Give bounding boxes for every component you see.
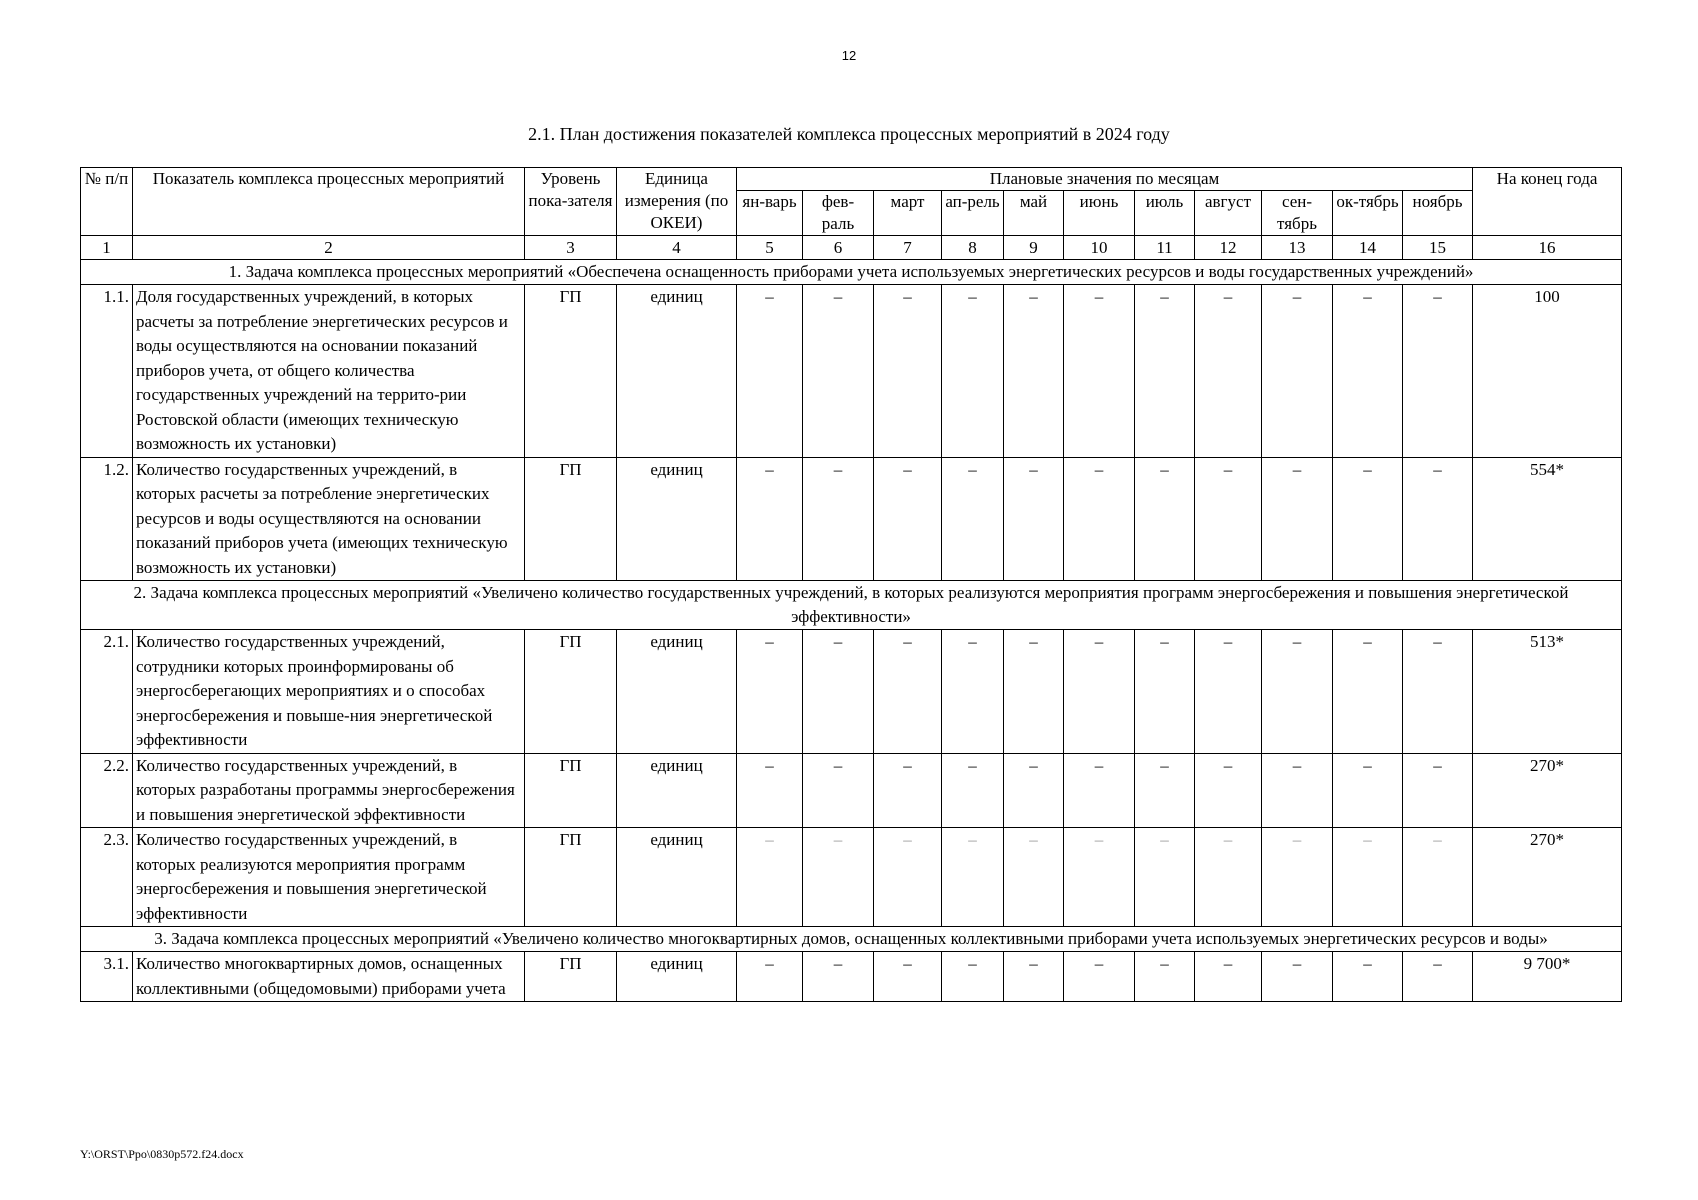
row-unit: единиц — [617, 753, 737, 828]
header-month: август — [1195, 191, 1262, 236]
row-month-value: – — [1004, 952, 1064, 1002]
header-month: ап-рель — [942, 191, 1004, 236]
row-month-value: – — [1262, 753, 1333, 828]
row-month-value: – — [737, 952, 803, 1002]
row-unit: единиц — [617, 952, 737, 1002]
row-month-value: – — [874, 828, 942, 927]
header-month: ян-варь — [737, 191, 803, 236]
row-month-value: – — [803, 285, 874, 458]
row-year-end: 9 700* — [1473, 952, 1622, 1002]
row-year-end: 554* — [1473, 457, 1622, 581]
row-month-value: – — [1403, 952, 1473, 1002]
row-number: 2.3. — [81, 828, 133, 927]
table-row — [81, 828, 1622, 927]
row-month-value: – — [803, 828, 874, 927]
row-month-value: – — [1195, 828, 1262, 927]
row-month-value: – — [1135, 952, 1195, 1002]
row-month-value: – — [874, 285, 942, 458]
row-month-value: – — [1403, 630, 1473, 754]
header-indicator: Показатель комплекса процессных мероприятий — [133, 168, 525, 236]
row-month-value: – — [803, 630, 874, 754]
row-month-value: – — [737, 630, 803, 754]
row-level: ГП — [525, 457, 617, 581]
row-month-value: – — [1195, 285, 1262, 458]
row-month-value: – — [874, 457, 942, 581]
row-month-value: – — [1403, 457, 1473, 581]
row-month-value: – — [1333, 753, 1403, 828]
row-month-value: – — [1195, 630, 1262, 754]
task-row — [81, 260, 1622, 285]
row-month-value: – — [1004, 285, 1064, 458]
task-row — [81, 927, 1622, 952]
header-month: сен-тябрь — [1262, 191, 1333, 236]
row-indicator: Количество государственных учреждений, в которых реализуются мероприятия программ энергосбережения и повышения энергетической эффективности — [133, 828, 525, 927]
row-month-value: – — [1262, 952, 1333, 1002]
header-month: ноябрь — [1403, 191, 1473, 236]
document-title: 2.1. План достижения показателей комплекса процессных мероприятий в 2024 году — [528, 124, 1170, 144]
row-month-value: – — [874, 753, 942, 828]
row-month-value: – — [1135, 753, 1195, 828]
row-month-value: – — [1064, 753, 1135, 828]
header-level: Уровень пока-зателя — [525, 168, 617, 236]
row-month-value: – — [1195, 952, 1262, 1002]
page-number: 12 — [841, 48, 857, 63]
row-month-value: – — [1004, 753, 1064, 828]
row-year-end: 270* — [1473, 828, 1622, 927]
table-row — [81, 457, 1622, 581]
row-month-value: – — [1333, 828, 1403, 927]
row-month-value: – — [942, 828, 1004, 927]
table-row — [81, 952, 1622, 1002]
header-unit: Единица измерения (по ОКЕИ) — [617, 168, 737, 236]
row-level: ГП — [525, 952, 617, 1002]
row-month-value: – — [1135, 457, 1195, 581]
row-unit: единиц — [617, 630, 737, 754]
row-month-value: – — [1195, 753, 1262, 828]
row-month-value: – — [737, 828, 803, 927]
column-number: 10 — [1064, 236, 1135, 260]
row-month-value: – — [1064, 630, 1135, 754]
column-number: 8 — [942, 236, 1004, 260]
row-indicator: Количество государственных учреждений, сотрудники которых проинформированы об энергосберегающих мероприятиях и о способах энергосбережения и повыше-ния энергетической эффективности — [133, 630, 525, 754]
row-indicator: Количество многоквартирных домов, оснащенных коллективными (общедомовыми) приборами учета — [133, 952, 525, 1002]
column-number: 12 — [1195, 236, 1262, 260]
column-number: 3 — [525, 236, 617, 260]
table-row — [81, 753, 1622, 828]
row-year-end: 270* — [1473, 753, 1622, 828]
table-row — [81, 285, 1622, 458]
row-month-value: – — [1403, 285, 1473, 458]
row-indicator: Количество государственных учреждений, в которых расчеты за потребление энергетических ресурсов и воды осуществляются на основании показаний приборов учета (имеющих техническую возможность их установки) — [133, 457, 525, 581]
header-month: ок-тябрь — [1333, 191, 1403, 236]
row-month-value: – — [942, 753, 1004, 828]
column-number: 14 — [1333, 236, 1403, 260]
row-unit: единиц — [617, 285, 737, 458]
column-number: 13 — [1262, 236, 1333, 260]
row-month-value: – — [803, 457, 874, 581]
row-level: ГП — [525, 753, 617, 828]
row-month-value: – — [1004, 457, 1064, 581]
column-number: 15 — [1403, 236, 1473, 260]
row-month-value: – — [874, 630, 942, 754]
row-month-value: – — [737, 457, 803, 581]
row-month-value: – — [1064, 828, 1135, 927]
column-number: 11 — [1135, 236, 1195, 260]
row-month-value: – — [1403, 828, 1473, 927]
column-number: 4 — [617, 236, 737, 260]
column-number: 6 — [803, 236, 874, 260]
row-month-value: – — [1064, 952, 1135, 1002]
column-number: 7 — [874, 236, 942, 260]
header-month: июнь — [1064, 191, 1135, 236]
header-row — [81, 168, 1622, 191]
row-month-value: – — [1262, 285, 1333, 458]
column-number-row — [81, 236, 1622, 260]
row-month-value: – — [803, 952, 874, 1002]
header-year-end: На конец года — [1473, 168, 1622, 236]
header-month: май — [1004, 191, 1064, 236]
row-level: ГП — [525, 285, 617, 458]
row-month-value: – — [1333, 952, 1403, 1002]
column-number: 2 — [133, 236, 525, 260]
task-title: 2. Задача комплекса процессных мероприятий «Увеличено количество государственных учреждений, в которых реализуются мероприятия программ энергосбережения и повышения энергетической эффективности» — [81, 581, 1622, 630]
row-year-end: 513* — [1473, 630, 1622, 754]
row-month-value: – — [1135, 630, 1195, 754]
row-month-value: – — [1333, 630, 1403, 754]
header-month: март — [874, 191, 942, 236]
table-row — [81, 630, 1622, 754]
row-month-value: – — [1262, 630, 1333, 754]
task-title: 1. Задача комплекса процессных мероприятий «Обеспечена оснащенность приборами учета используемых энергетических ресурсов и воды государственных учреждений» — [81, 260, 1622, 285]
row-year-end: 100 — [1473, 285, 1622, 458]
row-month-value: – — [1403, 753, 1473, 828]
row-month-value: – — [1004, 828, 1064, 927]
row-month-value: – — [942, 457, 1004, 581]
row-month-value: – — [737, 285, 803, 458]
row-level: ГП — [525, 828, 617, 927]
row-month-value: – — [1195, 457, 1262, 581]
row-month-value: – — [942, 630, 1004, 754]
row-month-value: – — [1262, 457, 1333, 581]
column-number: 9 — [1004, 236, 1064, 260]
row-month-value: – — [942, 285, 1004, 458]
row-month-value: – — [1262, 828, 1333, 927]
row-month-value: – — [1135, 285, 1195, 458]
row-unit: единиц — [617, 457, 737, 581]
row-number: 2.1. — [81, 630, 133, 754]
row-month-value: – — [1333, 457, 1403, 581]
header-monthly: Плановые значения по месяцам — [737, 168, 1473, 191]
row-month-value: – — [1135, 828, 1195, 927]
row-number: 1.1. — [81, 285, 133, 458]
row-number: 2.2. — [81, 753, 133, 828]
plan-table — [80, 167, 1622, 1002]
column-number: 16 — [1473, 236, 1622, 260]
task-title: 3. Задача комплекса процессных мероприятий «Увеличено количество многоквартирных домов, оснащенных коллективными приборами учета используемых энергетических ресурсов и воды» — [81, 927, 1622, 952]
header-num: № п/п — [81, 168, 133, 236]
header-month: июль — [1135, 191, 1195, 236]
row-month-value: – — [803, 753, 874, 828]
row-number: 3.1. — [81, 952, 133, 1002]
row-month-value: – — [1333, 285, 1403, 458]
footer-file-path: Y:\ORST\Ppo\0830p572.f24.docx — [80, 1147, 244, 1161]
row-number: 1.2. — [81, 457, 133, 581]
row-month-value: – — [1064, 457, 1135, 581]
row-month-value: – — [1064, 285, 1135, 458]
row-indicator: Количество государственных учреждений, в которых разработаны программы энергосбережения и повышения энергетической эффективности — [133, 753, 525, 828]
row-month-value: – — [1004, 630, 1064, 754]
row-month-value: – — [737, 753, 803, 828]
row-unit: единиц — [617, 828, 737, 927]
column-number: 1 — [81, 236, 133, 260]
row-month-value: – — [942, 952, 1004, 1002]
row-month-value: – — [874, 952, 942, 1002]
task-row — [81, 581, 1622, 630]
header-month: фев-раль — [803, 191, 874, 236]
column-number: 5 — [737, 236, 803, 260]
row-indicator: Доля государственных учреждений, в которых расчеты за потребление энергетических ресурсов и воды осуществляются на основании показаний приборов учета, от общего количества государственных учреждений на террито-рии Ростовской области (имеющих техническую возможность их установки) — [133, 285, 525, 458]
row-level: ГП — [525, 630, 617, 754]
